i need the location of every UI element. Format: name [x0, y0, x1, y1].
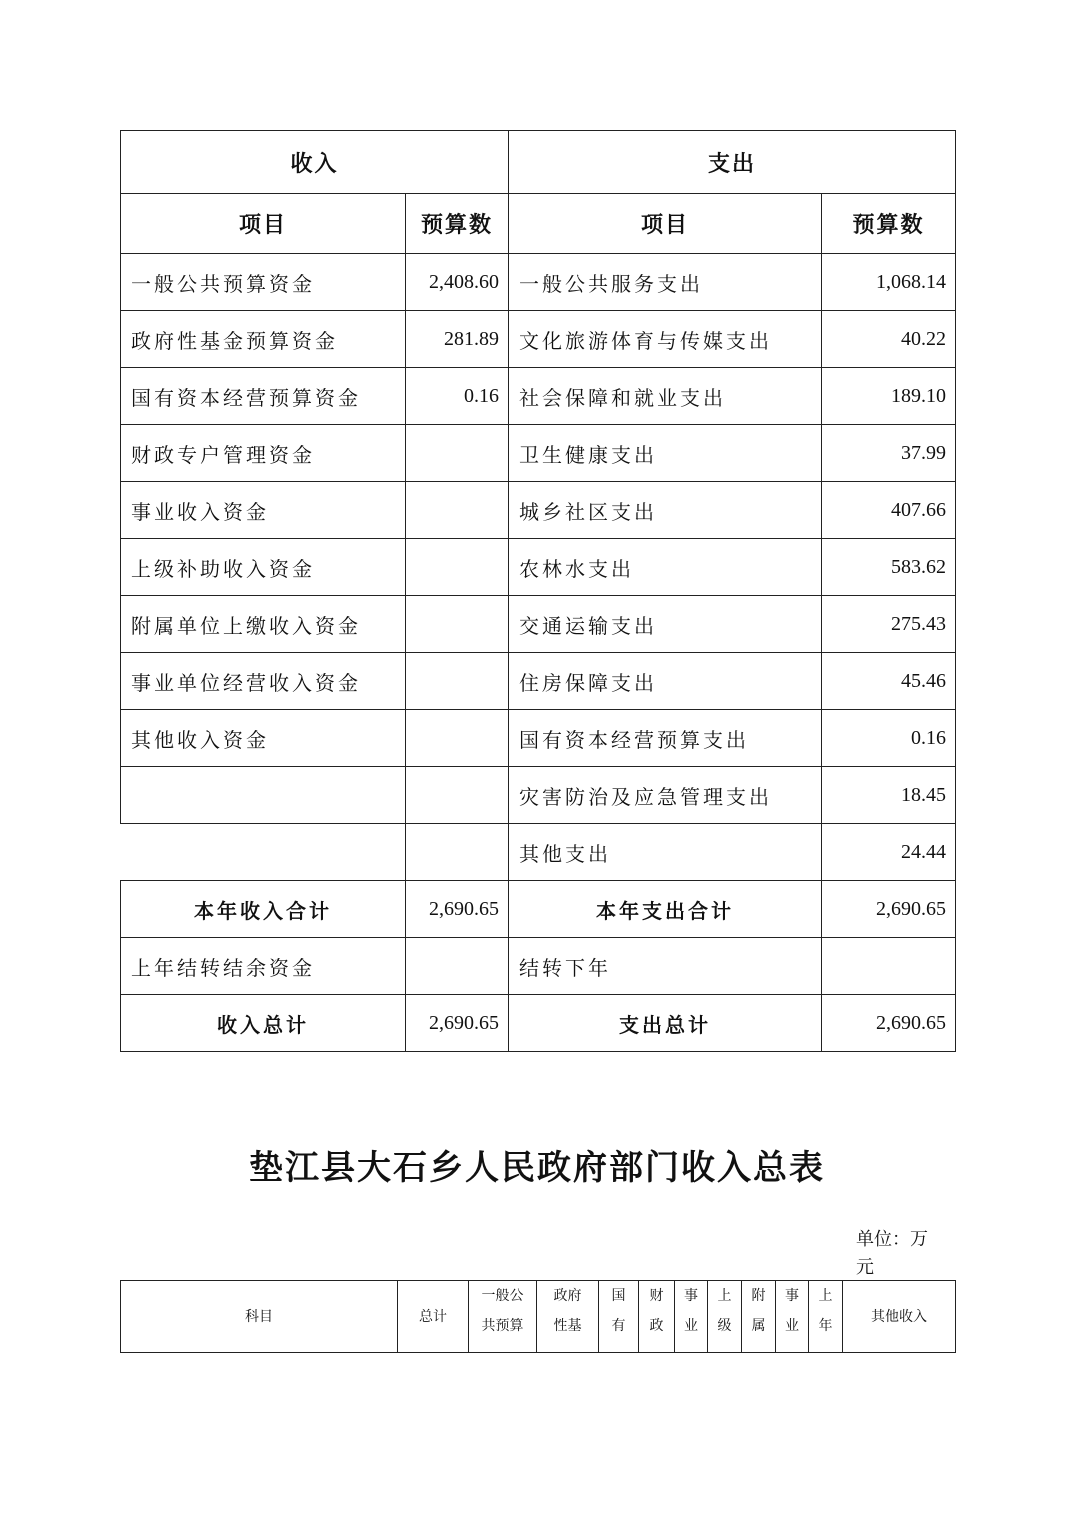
income-amount: 0.16	[406, 368, 509, 425]
income-section-header: 收入	[121, 131, 509, 194]
expense-item: 灾害防治及应急管理支出	[509, 767, 822, 824]
income-col-header-fiscal	[639, 1281, 675, 1353]
income-col-header-total: 总计	[398, 1281, 469, 1353]
year-expense-total-label: 本年支出合计	[509, 881, 822, 938]
income-col-header-state-capital	[599, 1281, 639, 1353]
expense-amount: 407.66	[822, 482, 956, 539]
income-grand-total: 2,690.65	[406, 995, 509, 1052]
header-label-text: 上级	[717, 1288, 732, 1334]
carryover-out-label: 结转下年	[509, 938, 822, 995]
income-amount	[406, 425, 509, 482]
expense-amount: 583.62	[822, 539, 956, 596]
expense-item: 文化旅游体育与传媒支出	[509, 311, 822, 368]
income-col-header-business	[675, 1281, 708, 1353]
budget-row	[121, 824, 956, 881]
income-col-header-gov-fund	[537, 1281, 599, 1353]
expense-amount: 37.99	[822, 425, 956, 482]
unit-note: 单位：万元	[856, 1229, 928, 1278]
income-amount	[406, 710, 509, 767]
header-label-text: 附属	[751, 1288, 766, 1334]
expense-item: 其他支出	[509, 824, 822, 881]
income-item: 政府性基金预算资金	[121, 311, 406, 368]
income-amount	[406, 539, 509, 596]
income-amount	[406, 482, 509, 539]
section-header-row	[121, 131, 956, 194]
income-item: 事业单位经营收入资金	[121, 653, 406, 710]
expense-amount: 45.46	[822, 653, 956, 710]
expense-item: 社会保障和就业支出	[509, 368, 822, 425]
expense-item: 交通运输支出	[509, 596, 822, 653]
budget-row	[121, 596, 956, 653]
income-item: 上级补助收入资金	[121, 539, 406, 596]
expense-item: 农林水支出	[509, 539, 822, 596]
income-amount: 281.89	[406, 311, 509, 368]
expense-item: 城乡社区支出	[509, 482, 822, 539]
budget-row	[121, 425, 956, 482]
income-col-header-other-income: 其他收入	[843, 1281, 956, 1353]
budget-row	[121, 368, 956, 425]
expense-amount: 18.45	[822, 767, 956, 824]
year-total-row	[121, 881, 956, 938]
income-item	[121, 767, 406, 824]
income-col-header-institution	[776, 1281, 809, 1353]
expense-grand-total: 2,690.65	[822, 995, 956, 1052]
header-label-text: 事业	[785, 1288, 799, 1334]
income-grand-total-label: 收入总计	[121, 995, 406, 1052]
budget-summary-table	[120, 130, 956, 1052]
income-amount-col-header: 预算数	[406, 194, 509, 254]
income-col-header-general-budget	[469, 1281, 537, 1353]
income-amount	[406, 596, 509, 653]
carryover-in-amount	[406, 938, 509, 995]
income-table-header-row	[121, 1281, 956, 1353]
year-expense-total: 2,690.65	[822, 881, 956, 938]
expense-amount: 189.10	[822, 368, 956, 425]
income-col-header-affiliated	[742, 1281, 776, 1353]
budget-row	[121, 254, 956, 311]
budget-row	[121, 710, 956, 767]
income-amount	[406, 824, 509, 881]
income-item: 其他收入资金	[121, 710, 406, 767]
header-label-text: 上年	[818, 1288, 833, 1334]
expense-amount: 275.43	[822, 596, 956, 653]
budget-row	[121, 653, 956, 710]
income-amount: 2,408.60	[406, 254, 509, 311]
expense-item: 住房保障支出	[509, 653, 822, 710]
income-amount	[406, 767, 509, 824]
header-label-text: 一般公共预算	[481, 1288, 524, 1334]
budget-row	[121, 311, 956, 368]
carryover-out-amount	[822, 938, 956, 995]
expense-amount: 24.44	[822, 824, 956, 881]
expense-item: 国有资本经营预算支出	[509, 710, 822, 767]
expense-item: 一般公共服务支出	[509, 254, 822, 311]
expense-amount: 0.16	[822, 710, 956, 767]
income-item: 一般公共预算资金	[121, 254, 406, 311]
expense-grand-total-label: 支出总计	[509, 995, 822, 1052]
grand-total-row	[121, 995, 956, 1052]
income-item: 附属单位上缴收入资金	[121, 596, 406, 653]
column-header-row	[121, 194, 956, 254]
department-income-summary-table	[120, 1280, 956, 1353]
expense-item: 卫生健康支出	[509, 425, 822, 482]
expense-amount: 40.22	[822, 311, 956, 368]
header-label-text: 事业	[684, 1288, 698, 1334]
budget-row	[121, 539, 956, 596]
year-income-total: 2,690.65	[406, 881, 509, 938]
income-item: 事业收入资金	[121, 482, 406, 539]
carryover-row	[121, 938, 956, 995]
carryover-in-label: 上年结转结余资金	[121, 938, 406, 995]
expense-amount-col-header: 预算数	[822, 194, 956, 254]
expense-section-header: 支出	[509, 131, 956, 194]
header-label-text: 国有	[611, 1288, 626, 1334]
expense-item-col-header: 项目	[509, 194, 822, 254]
header-label-text: 政府性基	[553, 1288, 582, 1334]
budget-row	[121, 482, 956, 539]
budget-row	[121, 767, 956, 824]
income-col-header-superior	[708, 1281, 742, 1353]
income-item: 国有资本经营预算资金	[121, 368, 406, 425]
income-item: 财政专户管理资金	[121, 425, 406, 482]
income-item	[121, 824, 406, 881]
department-income-table-title: 垫江县大石乡人民政府部门收入总表	[249, 1148, 825, 1188]
year-income-total-label: 本年收入合计	[121, 881, 406, 938]
income-item-col-header: 项目	[121, 194, 406, 254]
income-col-header-subject: 科目	[121, 1281, 398, 1353]
header-label-text: 财政	[649, 1288, 664, 1334]
income-amount	[406, 653, 509, 710]
expense-amount: 1,068.14	[822, 254, 956, 311]
income-col-header-last-year	[809, 1281, 843, 1353]
